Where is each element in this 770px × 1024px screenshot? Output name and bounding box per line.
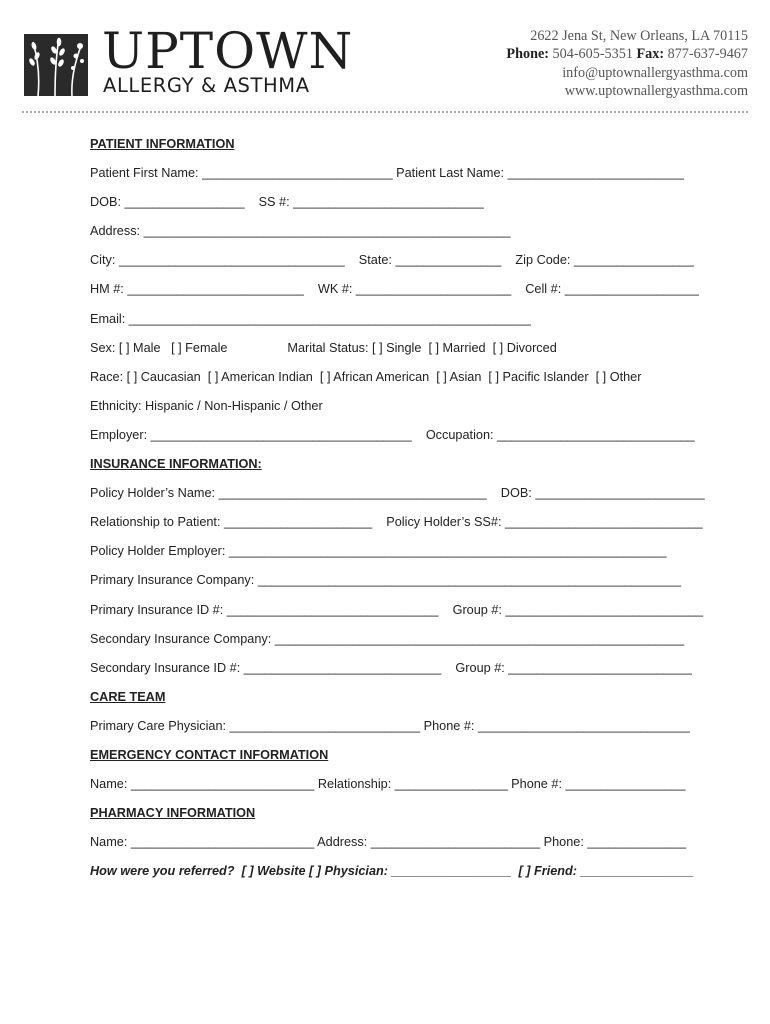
clinic-email: info@uptownallergyasthma.com (562, 64, 748, 81)
clinic-address: 2622 Jena St, New Orleans, LA 70115 (530, 28, 748, 44)
letterhead (0, 0, 770, 112)
contact-block (506, 27, 748, 101)
clinic-website: www.uptownallergyasthma.com (564, 83, 748, 100)
policy-holder-name-line: Policy Holder’s Name: ______________________________________ DOB: ________________________ (90, 486, 705, 501)
logo-subtitle: ALLERGY & ASTHMA (103, 74, 310, 97)
primary-insurance-id-line: Primary Insurance ID #: ______________________________ Group #: ____________________________ (90, 602, 704, 617)
secondary-insurance-id-line: Secondary Insurance ID #: ____________________________ Group #: __________________________ (90, 660, 692, 675)
primary-insurance-company-line: Primary Insurance Company: ____________________________________________________________ (90, 573, 682, 588)
pharmacy-line: Name: __________________________ Address: ________________________ Phone: ______________ (90, 835, 687, 850)
wheat-logo-icon (24, 34, 88, 96)
logo-wordmark: UPTOWN (102, 22, 354, 80)
dob-ssn-line: DOB: _________________ SS #: ___________________________ (90, 195, 484, 210)
phone-number: 504-605-5351 (552, 46, 633, 63)
fax-label: Fax: (636, 46, 665, 63)
policy-holder-employer-line: Policy Holder Employer: ______________________________________________________________ (90, 544, 667, 559)
section-heading-patient-information: PATIENT INFORMATION (90, 137, 235, 151)
ethnicity-line: Ethnicity: Hispanic / Non-Hispanic / Other (90, 398, 323, 413)
section-heading-insurance-information: INSURANCE INFORMATION: (90, 457, 262, 472)
patient-name-line: Patient First Name: ___________________________ Patient Last Name: _________________________ (90, 166, 684, 181)
phone-label: Phone: (506, 46, 549, 63)
secondary-insurance-company-line: Secondary Insurance Company: __________________________________________________________ (90, 631, 685, 646)
address-line: Address: ____________________________________________________ (90, 224, 511, 239)
employer-occupation-line: Employer: _____________________________________ Occupation: ____________________________ (90, 427, 695, 442)
section-heading-pharmacy: PHARMACY INFORMATION (90, 806, 256, 821)
relationship-ssn-line: Relationship to Patient: _____________________ Policy Holder’s SS#: ____________________________ (90, 515, 703, 530)
phone-numbers-line: HM #: _________________________ WK #: ______________________ Cell #: ___________________ (90, 282, 699, 297)
city-state-zip-line: City: ________________________________ State: _______________ Zip Code: _________________ (90, 253, 694, 268)
section-heading-care-team: CARE TEAM (90, 689, 166, 704)
dotted-divider (22, 111, 748, 113)
intake-form (90, 134, 710, 890)
primary-care-physician-line: Primary Care Physician: ___________________________ Phone #: ______________________________ (90, 718, 690, 733)
emergency-contact-line: Name: __________________________ Relationship: ________________ Phone #: _________________ (90, 777, 686, 792)
referral-line: How were you referred? [ ] Website [ ] Physician: _________________ [ ] Friend: ________________ (90, 864, 694, 879)
race-line: Race: [ ] Caucasian [ ] American Indian [ ] African American [ ] Asian [ ] Pacific Islander [ ] Other (90, 369, 642, 384)
email-line: Email: _________________________________________________________ (90, 311, 531, 326)
phone-fax-line (506, 45, 748, 63)
fax-number: 877-637-9467 (667, 46, 748, 63)
section-heading-emergency-contact: EMERGENCY CONTACT INFORMATION (90, 747, 329, 762)
sex-marital-status-line: Sex: [ ] Male [ ] Female Marital Status: [ ] Single [ ] Married [ ] Divorced (90, 340, 557, 355)
